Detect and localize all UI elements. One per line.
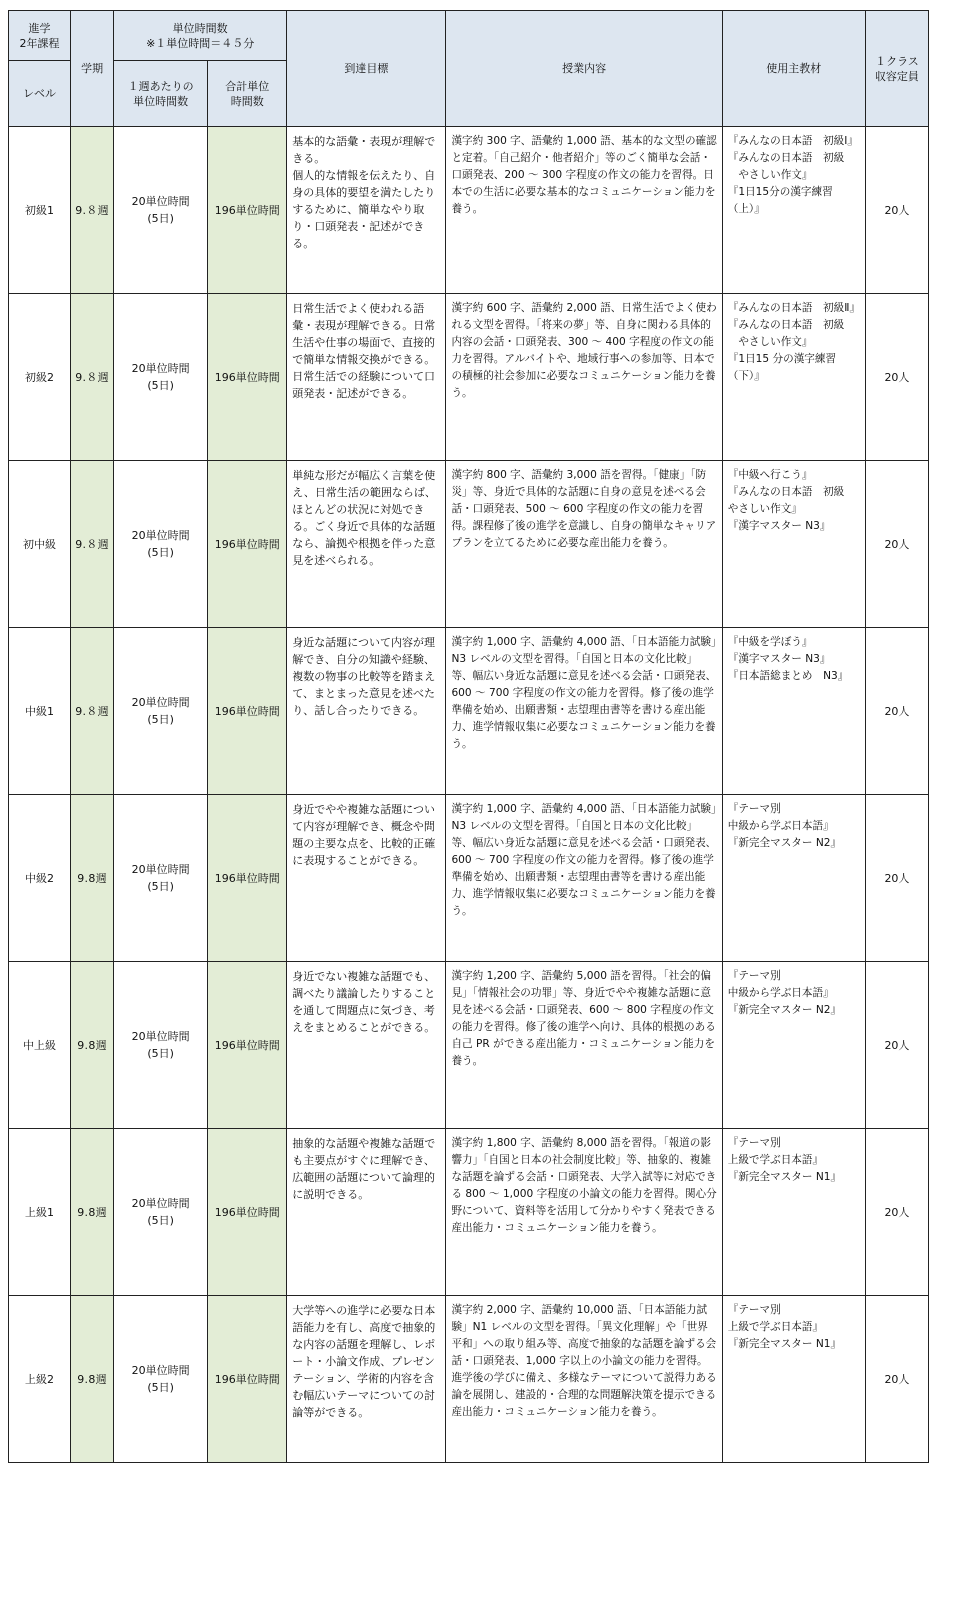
content-cell: 漢字約 1,000 字、語彙約 4,000 語、「日本語能力試験」N3 レベルの文型を習得。「自国と日本の文化比較」等、幅広い身近な話題に意見を述べる会話・口頭発表、600 ～ 700 字程度の作文の能力を習得。修了後の進学準備を始め、出願書類・志望理由書等を書ける産出能力、進学情報収集に必要なコミュニケーション能力を養う。 bbox=[446, 628, 722, 795]
level-cell: 初級1 bbox=[9, 127, 71, 294]
material-item: 中級から学ぶ日本語』 bbox=[727, 820, 834, 832]
material-item: 『中級を学ぼう』 bbox=[727, 636, 813, 648]
material-item: 『テーマ別 bbox=[727, 803, 781, 815]
goal-cell: 身近でやや複雑な話題について内容が理解でき、概念や問題の主要な点を、比較的正確に表現することができる。 bbox=[287, 795, 446, 962]
goal-cell: 大学等への進学に必要な日本語能力を有し、高度で抽象的な内容の話題を理解し、レポート・小論文作成、プレゼンテーション、学術的内容を含む幅広いテーマについての討論等ができる。 bbox=[287, 1296, 446, 1463]
total-hours-cell: 196単位時間 bbox=[208, 1129, 287, 1296]
table-row bbox=[9, 795, 929, 962]
material-item: 『新完全マスター N2』 bbox=[727, 837, 842, 849]
material-item: 『テーマ別 bbox=[727, 970, 781, 982]
header-content: 授業内容 bbox=[446, 11, 722, 127]
total-hours-cell: 196単位時間 bbox=[208, 962, 287, 1129]
material-item: 『みんなの日本語 初級 bbox=[727, 319, 845, 331]
weekly-hours-cell bbox=[114, 795, 208, 962]
weekly-days-value: (5日) bbox=[147, 1214, 174, 1227]
table-row bbox=[9, 127, 929, 294]
capacity-cell: 20人 bbox=[865, 628, 928, 795]
term-cell: 9.8週 bbox=[71, 1296, 114, 1463]
weekly-hours-cell bbox=[114, 294, 208, 461]
goal-cell: 基本的な語彙・表現が理解できる。 個人的な情報を伝えたり、自身の具体的要望を満たしたりするために、簡単なやり取り・口頭発表・記述ができる。 bbox=[287, 127, 446, 294]
capacity-cell: 20人 bbox=[865, 461, 928, 628]
weekly-hours-cell bbox=[114, 1129, 208, 1296]
term-cell: 9.８週 bbox=[71, 461, 114, 628]
material-item: 『テーマ別 bbox=[727, 1304, 781, 1316]
weekly-hours-cell bbox=[114, 1296, 208, 1463]
weekly-days-value: (5日) bbox=[147, 1047, 174, 1060]
term-cell: 9.8週 bbox=[71, 795, 114, 962]
total-hours-cell: 196単位時間 bbox=[208, 461, 287, 628]
goal-cell: 日常生活でよく使われる語彙・表現が理解できる。日常生活や仕事の場面で、直接的で簡単な情報交換ができる。日常生活での経験について口頭発表・記述ができる。 bbox=[287, 294, 446, 461]
material-item: やさしい作文』 bbox=[727, 336, 813, 348]
term-cell: 9.8週 bbox=[71, 962, 114, 1129]
weekly-hours-value: 20単位時間 bbox=[131, 1364, 190, 1377]
weekly-days-value: (5日) bbox=[147, 880, 174, 893]
term-cell: 9.８週 bbox=[71, 628, 114, 795]
material-item: やさしい作文』 bbox=[727, 503, 802, 515]
material-item: 『漢字マスター N3』 bbox=[727, 520, 831, 532]
materials-cell bbox=[722, 294, 865, 461]
materials-cell bbox=[722, 795, 865, 962]
capacity-cell: 20人 bbox=[865, 1129, 928, 1296]
total-hours-cell: 196単位時間 bbox=[208, 795, 287, 962]
weekly-hours-value: 20単位時間 bbox=[131, 1197, 190, 1210]
material-item: 中級から学ぶ日本語』 bbox=[727, 987, 834, 999]
materials-cell bbox=[722, 628, 865, 795]
weekly-hours-cell bbox=[114, 628, 208, 795]
material-item: 『みんなの日本語 初級Ⅰ』 bbox=[727, 135, 858, 147]
goal-cell: 単純な形だが幅広く言葉を使え、日常生活の範囲ならば、ほとんどの状況に対処できる。ごく身近で具体的な話題なら、論拠や根拠を伴った意見を述べられる。 bbox=[287, 461, 446, 628]
level-cell: 初中級 bbox=[9, 461, 71, 628]
header-course: 進学 2年課程 bbox=[9, 11, 71, 61]
material-item: 上級で学ぶ日本語』 bbox=[727, 1154, 824, 1166]
material-item: 『1日15 分の漢字練習 bbox=[727, 353, 837, 365]
material-item: （下）』 bbox=[727, 370, 765, 382]
weekly-hours-value: 20単位時間 bbox=[131, 863, 190, 876]
material-item: 『新完全マスター N2』 bbox=[727, 1004, 842, 1016]
total-hours-cell: 196単位時間 bbox=[208, 1296, 287, 1463]
term-cell: 9.8週 bbox=[71, 1129, 114, 1296]
materials-cell bbox=[722, 461, 865, 628]
total-hours-cell: 196単位時間 bbox=[208, 127, 287, 294]
level-cell: 中級2 bbox=[9, 795, 71, 962]
material-item: 『新完全マスター N1』 bbox=[727, 1338, 842, 1350]
capacity-cell: 20人 bbox=[865, 795, 928, 962]
header-level: レベル bbox=[9, 61, 71, 127]
weekly-hours-value: 20単位時間 bbox=[131, 1030, 190, 1043]
weekly-hours-cell bbox=[114, 962, 208, 1129]
capacity-cell: 20人 bbox=[865, 294, 928, 461]
total-hours-cell: 196単位時間 bbox=[208, 294, 287, 461]
table-row bbox=[9, 962, 929, 1129]
header-unit-hours bbox=[114, 11, 287, 61]
header-unit-hours-label: 単位時間数 bbox=[172, 21, 228, 35]
table-row bbox=[9, 461, 929, 628]
material-item: 『中級へ行こう』 bbox=[727, 469, 813, 481]
term-cell: 9.８週 bbox=[71, 294, 114, 461]
content-cell: 漢字約 600 字、語彙約 2,000 語、日常生活でよく使われる文型を習得。「将来の夢」等、自身に関わる具体的内容の会話・口頭発表、300 ～ 400 字程度の作文の能力を習得。アルバイトや、地域行事への参加等、日本での積極的社会参加に必要なコミュニケーション能力を養う。 bbox=[446, 294, 722, 461]
level-cell: 中級1 bbox=[9, 628, 71, 795]
materials-cell bbox=[722, 1129, 865, 1296]
material-item: （上）』 bbox=[727, 203, 765, 215]
header-weekly-hours: １週あたりの 単位時間数 bbox=[114, 61, 208, 127]
weekly-hours-value: 20単位時間 bbox=[131, 362, 190, 375]
material-item: 上級で学ぶ日本語』 bbox=[727, 1321, 824, 1333]
weekly-hours-value: 20単位時間 bbox=[131, 529, 190, 542]
goal-cell: 身近な話題について内容が理解でき、自分の知識や経験、複数の物事の比較等を踏まえて、まとまった意見を述べたり、話し合ったりできる。 bbox=[287, 628, 446, 795]
header-term: 学期 bbox=[71, 11, 114, 127]
goal-cell: 抽象的な話題や複雑な話題でも主要点がすぐに理解でき、広範囲の話題について論理的に説明できる。 bbox=[287, 1129, 446, 1296]
weekly-days-value: (5日) bbox=[147, 379, 174, 392]
weekly-days-value: (5日) bbox=[147, 713, 174, 726]
table-row bbox=[9, 628, 929, 795]
weekly-days-value: (5日) bbox=[147, 1381, 174, 1394]
term-cell: 9.８週 bbox=[71, 127, 114, 294]
material-item: やさしい作文』 bbox=[727, 169, 813, 181]
material-item: 『新完全マスター N1』 bbox=[727, 1171, 842, 1183]
weekly-days-value: (5日) bbox=[147, 212, 174, 225]
table-row bbox=[9, 1129, 929, 1296]
content-cell: 漢字約 800 字、語彙約 3,000 語を習得。「健康」「防災」等、身近で具体的な話題に自身の意見を述べる会話・口頭発表、500 ～ 600 字程度の作文の能力を習得。課程修了後の進学を意識し、自身の簡単なキャリアプランを立てるために必要な産出能力を養う。 bbox=[446, 461, 722, 628]
weekly-hours-value: 20単位時間 bbox=[131, 195, 190, 208]
level-cell: 上級2 bbox=[9, 1296, 71, 1463]
level-cell: 上級1 bbox=[9, 1129, 71, 1296]
level-cell: 中上級 bbox=[9, 962, 71, 1129]
header-goal: 到達目標 bbox=[287, 11, 446, 127]
materials-cell bbox=[722, 962, 865, 1129]
capacity-cell: 20人 bbox=[865, 1296, 928, 1463]
weekly-days-value: (5日) bbox=[147, 546, 174, 559]
material-item: 『日本語総まとめ N3』 bbox=[727, 670, 849, 682]
weekly-hours-cell bbox=[114, 461, 208, 628]
material-item: 『1日15分の漢字練習 bbox=[727, 186, 833, 198]
content-cell: 漢字約 1,000 字、語彙約 4,000 語、「日本語能力試験」N3 レベルの文型を習得。「自国と日本の文化比較」等、幅広い身近な話題に意見を述べる会話・口頭発表、600 ～ 700 字程度の作文の能力を習得。修了後の進学準備を始め、出願書類・志望理由書等を書ける産出能力、進学情報収集に必要なコミュニケーション能力を養う。 bbox=[446, 795, 722, 962]
header-unit-note: ※１単位時間＝４５分 bbox=[146, 36, 255, 50]
materials-cell bbox=[722, 1296, 865, 1463]
total-hours-cell: 196単位時間 bbox=[208, 628, 287, 795]
weekly-hours-value: 20単位時間 bbox=[131, 696, 190, 709]
level-cell: 初級2 bbox=[9, 294, 71, 461]
content-cell: 漢字約 1,800 字、語彙約 8,000 語を習得。「報道の影響力」「自国と日本の社会制度比較」等、抽象的、複雑な話題を論ずる会話・口頭発表、大学入試等に対応できる 800 ～ 1,000 字程度の小論文の能力を習得。関心分野について、資料等を活用して分かりやすく発表できる産出能力・コミュニケーション能力を養う。 bbox=[446, 1129, 722, 1296]
table-row bbox=[9, 294, 929, 461]
curriculum-table bbox=[8, 10, 929, 1463]
materials-cell bbox=[722, 127, 865, 294]
content-cell: 漢字約 300 字、語彙約 1,000 語、基本的な文型の確認と定着。「自己紹介・他者紹介」等のごく簡単な会話・口頭発表、200 ～ 300 字程度の作文の能力を習得。日本での生活に必要な基本的なコミュニケーション能力を養う。 bbox=[446, 127, 722, 294]
content-cell: 漢字約 2,000 字、語彙約 10,000 語、「日本語能力試験」N1 レベルの文型を習得。「異文化理解」や「世界平和」への取り組み等、高度で抽象的な話題を論ずる会話・口頭発表、1,000 字以上の小論文の能力を習得。進学後の学びに備え、多様なテーマについて説得力ある論を展開し、建設的・合理的な問題解決策を提示できる産出能力・コミュニケーション能力を養う。 bbox=[446, 1296, 722, 1463]
header-total-hours: 合計単位 時間数 bbox=[208, 61, 287, 127]
header-materials: 使用主教材 bbox=[722, 11, 865, 127]
material-item: 『みんなの日本語 初級Ⅱ』 bbox=[727, 302, 861, 314]
goal-cell: 身近でない複雑な話題でも、調べたり議論したりすることを通して問題点に気づき、考えをまとめることができる。 bbox=[287, 962, 446, 1129]
material-item: 『みんなの日本語 初級 bbox=[727, 486, 845, 498]
table-row bbox=[9, 1296, 929, 1463]
material-item: 『漢字マスター N3』 bbox=[727, 653, 831, 665]
material-item: 『テーマ別 bbox=[727, 1137, 781, 1149]
content-cell: 漢字約 1,200 字、語彙約 5,000 語を習得。「社会的偏見」「情報社会の功罪」等、身近でやや複雑な話題に意見を述べる会話・口頭発表、600 ～ 800 字程度の作文の能力を習得。修了後の進学へ向け、具体的根拠のある自己 PR ができる産出能力・コミュニケーション能力を養う。 bbox=[446, 962, 722, 1129]
capacity-cell: 20人 bbox=[865, 962, 928, 1129]
header-capacity: １クラス 収容定員 bbox=[865, 11, 928, 127]
material-item: 『みんなの日本語 初級 bbox=[727, 152, 845, 164]
capacity-cell: 20人 bbox=[865, 127, 928, 294]
weekly-hours-cell bbox=[114, 127, 208, 294]
